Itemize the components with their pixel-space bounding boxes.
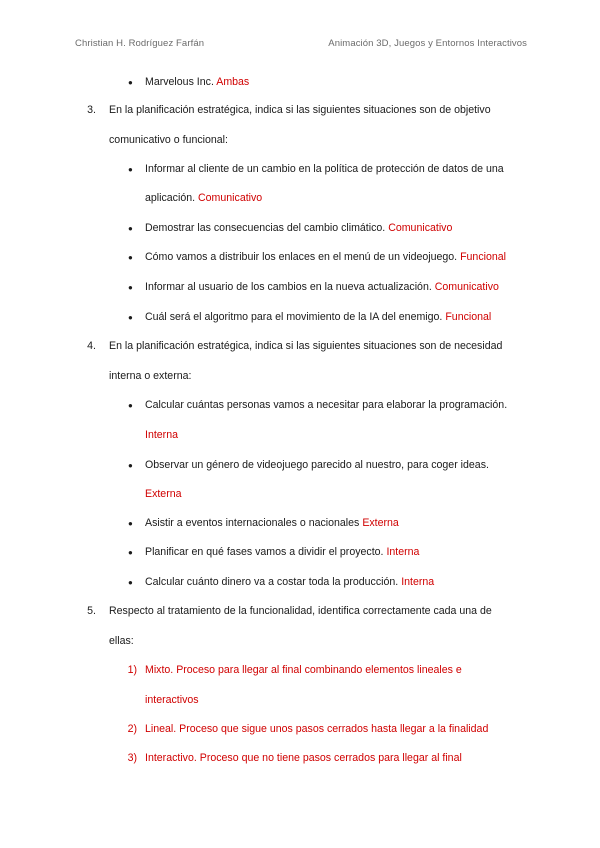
list-item	[145, 576, 434, 589]
answer-line: Lineal. Proceso que sigue unos pasos cerrados hasta llegar a la finalidad	[145, 723, 489, 735]
item-answer: Externa	[145, 488, 182, 500]
bullet-icon: ●	[128, 401, 133, 410]
item-answer: Ambas	[216, 76, 250, 88]
item-answer: Comunicativo	[198, 192, 263, 204]
list-item	[145, 76, 249, 89]
question-text-line: En la planificación estratégica, indica si las siguientes situaciones son de objetivo	[109, 104, 491, 116]
list-item-line: Calcular cuántas personas vamos a necesitar para elaborar la programación.	[145, 399, 508, 411]
item-text: aplicación.	[145, 192, 196, 204]
answer-number: 3)	[127, 752, 137, 764]
list-item	[145, 311, 491, 324]
answer-number: 2)	[127, 723, 137, 735]
list-item	[145, 517, 399, 530]
question-text-line: En la planificación estratégica, indica si las siguientes situaciones son de necesidad	[109, 340, 503, 352]
answer-line: Mixto. Proceso para llegar al final combinando elementos lineales e	[145, 664, 462, 676]
item-text: Planificar en qué fases vamos a dividir el proyecto.	[145, 546, 384, 558]
list-item	[145, 281, 499, 294]
question-number: 5.	[87, 605, 96, 617]
list-item	[145, 222, 452, 235]
bullet-icon: ●	[128, 548, 133, 557]
answer-line: Interactivo. Proceso que no tiene pasos cerrados para llegar al final	[145, 752, 462, 764]
answer-number: 1)	[127, 664, 137, 676]
question-text-line: interna o externa:	[109, 370, 192, 382]
list-item	[145, 546, 419, 559]
item-text: Cuál será el algoritmo para el movimiento de la IA del enemigo.	[145, 311, 443, 323]
item-answer: Interna	[386, 546, 420, 558]
bullet-icon: ●	[128, 253, 133, 262]
question-text-line: comunicativo o funcional:	[109, 134, 228, 146]
bullet-icon: ●	[128, 283, 133, 292]
item-answer: Externa	[362, 517, 399, 529]
list-item	[145, 251, 506, 264]
item-text: Marvelous Inc.	[145, 76, 214, 88]
bullet-icon: ●	[128, 78, 133, 87]
item-text: Informar al usuario de los cambios en la nueva actualización.	[145, 281, 432, 293]
bullet-icon: ●	[128, 578, 133, 587]
item-answer: Interna	[145, 429, 178, 441]
header-course: Animación 3D, Juegos y Entornos Interactivos	[328, 38, 527, 49]
list-item-line: Informar al cliente de un cambio en la política de protección de datos de una	[145, 163, 504, 175]
item-answer: Comunicativo	[434, 281, 499, 293]
item-answer: Funcional	[460, 251, 506, 263]
item-answer: Funcional	[445, 311, 492, 323]
question-text-line: ellas:	[109, 635, 134, 647]
question-number: 4.	[87, 340, 96, 352]
item-answer: Comunicativo	[388, 222, 453, 234]
question-text-line: Respecto al tratamiento de la funcionalidad, identifica correctamente cada una de	[109, 605, 492, 617]
list-item-line	[145, 192, 262, 205]
item-text: Calcular cuánto dinero va a costar toda la producción.	[145, 576, 399, 588]
header-author: Christian H. Rodríguez Farfán	[75, 38, 205, 49]
item-answer: Interna	[401, 576, 435, 588]
answer-line: interactivos	[145, 694, 199, 706]
bullet-icon: ●	[128, 224, 133, 233]
bullet-icon: ●	[128, 461, 133, 470]
item-text: Asistir a eventos internacionales o nacionales	[145, 517, 360, 529]
bullet-icon: ●	[128, 519, 133, 528]
question-number: 3.	[87, 104, 96, 116]
bullet-icon: ●	[128, 165, 133, 174]
item-text: Demostrar las consecuencias del cambio climático.	[145, 222, 386, 234]
item-text: Cómo vamos a distribuir los enlaces en el menú de un videojuego.	[145, 251, 458, 263]
bullet-icon: ●	[128, 313, 133, 322]
list-item-line: Observar un género de videojuego parecido al nuestro, para coger ideas.	[145, 459, 489, 471]
